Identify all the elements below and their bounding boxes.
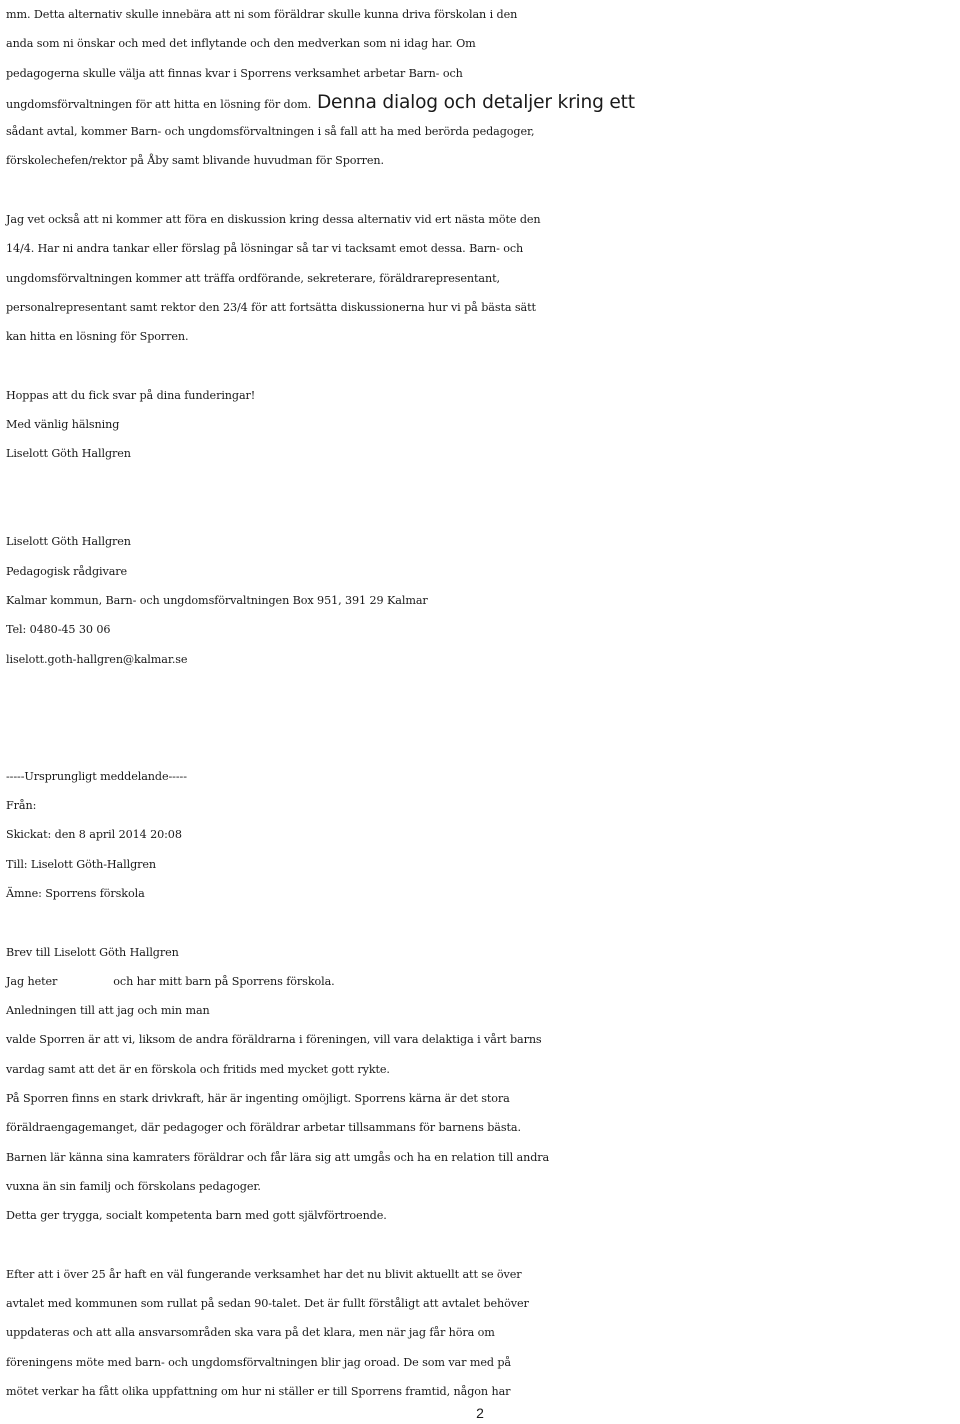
paragraph-agreement: [6, 1260, 958, 1406]
intro-end: och har mitt barn på Sporrens förskola.: [113, 974, 335, 988]
text-line: mötet verkar ha fått olika uppfattning om hur ni ställer er till Sporrens framtid, någon har: [6, 1384, 511, 1398]
message-subject: Ämne: Sporrens förskola: [6, 886, 145, 900]
text-line: mm. Detta alternativ skulle innebära att ni som föräldrar skulle kunna driva förskolan i den: [6, 8, 518, 21]
text-line: förskolechefen/rektor på Åby samt blivande huvudman för Sporren.: [6, 154, 384, 168]
text-line: sådant avtal, kommer Barn- och ungdomsförvaltningen i så fall att ha med berörda pedagoger,: [6, 125, 535, 139]
text-line: kan hitta en lösning för Sporren.: [6, 330, 189, 344]
paragraph-options: [6, 0, 958, 176]
closing-greeting: Med vänlig hälsning: [6, 418, 120, 432]
message-separator: -----Ursprungligt meddelande-----: [6, 769, 187, 783]
text-line: På Sporren finns en stark drivkraft, här är ingenting omöjligt. Sporrens kärna är det stora: [6, 1091, 510, 1105]
text-line: Barnen lär känna sina kamraters föräldrar och får lära sig att umgås och ha en relation till andra: [6, 1150, 550, 1164]
intro-start: Jag heter: [6, 974, 58, 988]
text-line: valde Sporren är att vi, liksom de andra föräldrarna i föreningen, vill vara delaktiga i vårt barns: [6, 1033, 542, 1047]
text-line: Detta ger trygga, socialt kompetenta barn med gott självförtroende.: [6, 1209, 387, 1223]
text-line: uppdateras och att alla ansvarsområden ska vara på det klara, men när jag får höra om: [6, 1326, 495, 1340]
document-page: [6, 0, 958, 1406]
text-line: vuxna än sin familj och förskolans pedagoger.: [6, 1179, 261, 1193]
paragraph-discussion: [6, 205, 958, 351]
signature-title: Pedagogisk rådgivare: [6, 564, 128, 578]
text-line: avtalet med kommunen som rullat på sedan 90-talet. Det är fullt förståligt att avtalet behöver: [6, 1297, 529, 1311]
signature-email: liselott.goth-hallgren@kalmar.se: [6, 652, 188, 666]
closing-name: Liselott Göth Hallgren: [6, 447, 131, 461]
message-sent: Skickat: den 8 april 2014 20:08: [6, 828, 182, 842]
closing-hope: Hoppas att du fick svar på dina funderingar!: [6, 388, 256, 402]
text-line: Jag vet också att ni kommer att föra en diskussion kring dessa alternativ vid ert nästa möte den: [6, 213, 541, 227]
text-segment-sans: Denna dialog och detaljer kring ett: [311, 91, 635, 113]
message-from: Från:: [6, 799, 37, 813]
text-line: ungdomsförvaltningen kommer att träffa ordförande, sekreterare, föräldrarepresentant,: [6, 271, 500, 285]
signature-address: Kalmar kommun, Barn- och ungdomsförvaltningen Box 951, 391 29 Kalmar: [6, 593, 428, 607]
text-line: vardag samt att det är en förskola och fritids med mycket gott rykte.: [6, 1062, 390, 1076]
letter-intro: [6, 967, 958, 996]
message-to: Till: Liselott Göth-Hallgren: [6, 857, 157, 871]
text-line: föreningens möte med barn- och ungdomsförvaltningen blir jag oroad. De som var med på: [6, 1355, 512, 1369]
text-line: Anledningen till att jag och min man: [6, 1004, 210, 1018]
signature-name: Liselott Göth Hallgren: [6, 535, 131, 549]
text-line: 14/4. Har ni andra tankar eller förslag på lösningar så tar vi tacksamt emot dessa. Barn- och: [6, 242, 524, 256]
text-line: föräldraengagemanget, där pedagoger och föräldrar arbetar tillsammans för barnens bästa.: [6, 1121, 521, 1135]
text-line: anda som ni önskar och med det inflytande och den medverkan som ni idag har. Om: [6, 37, 476, 51]
text-line: pedagogerna skulle välja att finnas kvar i Sporrens verksamhet arbetar Barn- och: [6, 66, 463, 80]
signature-block: [6, 527, 958, 673]
text-line: [6, 88, 958, 117]
original-message-header: [6, 762, 958, 908]
text-line: personalrepresentant samt rektor den 23/4 för att fortsätta diskussionerna hur vi på bästa sätt: [6, 300, 536, 314]
text-segment: ungdomsförvaltningen för att hitta en lösning för dom.: [6, 97, 312, 111]
letter-body: [6, 938, 958, 1231]
signature-phone: Tel: 0480-45 30 06: [6, 623, 111, 637]
closing: [6, 381, 958, 469]
letter-title: Brev till Liselott Göth Hallgren: [6, 945, 179, 959]
page-number: 2: [476, 1405, 484, 1421]
text-line: Efter att i över 25 år haft en väl fungerande verksamhet har det nu blivit aktuellt att se över: [6, 1267, 522, 1281]
